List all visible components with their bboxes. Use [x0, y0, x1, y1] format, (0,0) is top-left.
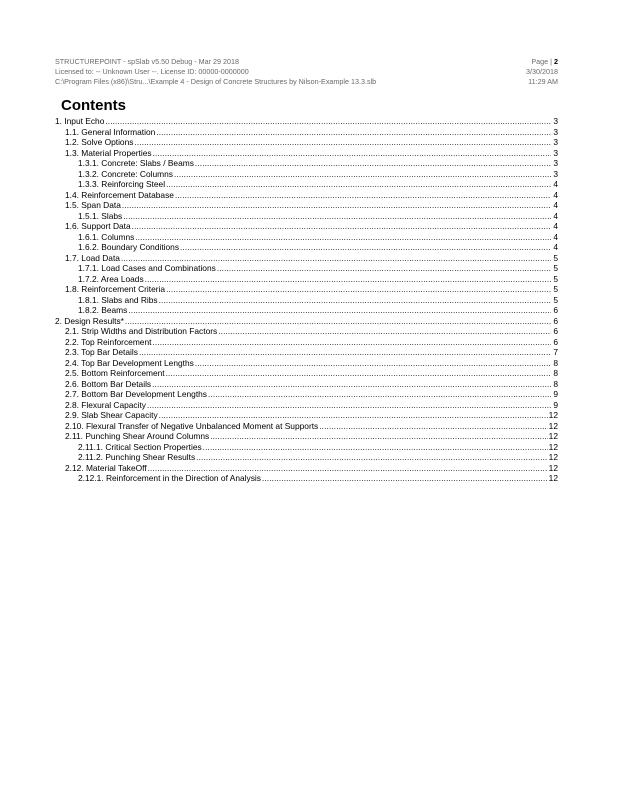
toc-entry-page: 12: [548, 420, 558, 431]
toc-entry-page: 7: [553, 347, 558, 357]
toc-entry-label: 1.4. Reinforcement Database: [65, 189, 174, 200]
toc-entry[interactable]: [55, 463, 558, 474]
toc-entry-page: 5: [553, 252, 558, 263]
toc-entry-page: 6: [553, 305, 558, 315]
toc-entry[interactable]: [55, 148, 558, 159]
toc-entry[interactable]: [55, 379, 558, 390]
header-program-line: STRUCTUREPOINT - spSlab v5.50 Debug - Mar 29 2018: [55, 57, 240, 66]
toc-entry-label: 2.3. Top Bar Details: [65, 347, 138, 357]
toc-entry[interactable]: [55, 347, 558, 358]
toc-entry[interactable]: [55, 127, 558, 138]
toc-entry-page: 5: [553, 284, 558, 294]
toc-entry-label: 1.6.1. Columns: [78, 231, 135, 242]
toc-entry-page: 3: [553, 137, 558, 147]
toc-entry-page: 9: [553, 399, 558, 410]
toc-entry[interactable]: [55, 400, 558, 411]
toc-entry-label: 1.5. Span Data: [65, 200, 121, 210]
toc-entry[interactable]: [55, 326, 558, 337]
toc-entry[interactable]: [55, 263, 558, 274]
toc-entry-page: 3: [553, 168, 558, 179]
toc-entry-label: 2.12. Material TakeOff: [65, 462, 147, 473]
header-page-indicator: [526, 57, 558, 67]
toc-entry-label: 2.6. Bottom Bar Details: [65, 378, 152, 389]
page-label: Page |: [531, 57, 554, 66]
toc-entry[interactable]: [55, 232, 558, 243]
toc-entry-label: 2.12.1. Reinforcement in the Direction of Analysis: [78, 473, 261, 483]
toc-entry-page: 8: [553, 357, 558, 368]
toc-entry-label: 1.6.2. Boundary Conditions: [78, 242, 180, 252]
toc-entry[interactable]: [55, 190, 558, 201]
toc-entry-page: 8: [553, 378, 558, 389]
toc-entry-page: 5: [553, 273, 558, 284]
toc-entry[interactable]: [55, 137, 558, 148]
header-right: [526, 57, 558, 87]
toc-entry-page: 8: [553, 368, 558, 378]
toc-entry-page: 12: [548, 473, 558, 483]
toc-entry-label: 2.11.1. Critical Section Properties: [78, 441, 202, 452]
toc-entry-label: 1.3.3. Reinforcing Steel: [78, 179, 166, 189]
toc-entry[interactable]: [55, 305, 558, 316]
toc-entry[interactable]: [55, 116, 558, 127]
toc-entry-page: 12: [548, 462, 558, 473]
toc-entry-label: 2.9. Slab Shear Capacity: [65, 410, 158, 420]
toc-entry-label: 2.5. Bottom Reinforcement: [65, 368, 165, 378]
toc-entry[interactable]: [55, 169, 558, 180]
toc-entry-page: 4: [553, 242, 558, 252]
toc-entry[interactable]: [55, 431, 558, 442]
toc-entry-label: 1. Input Echo: [55, 116, 105, 126]
toc-entry-page: 4: [553, 231, 558, 242]
toc-entry-label: 1.8.1. Slabs and Ribs: [78, 294, 158, 305]
header-date: 3/30/2018: [526, 67, 558, 76]
toc-entry-label: 2.2. Top Reinforcement: [65, 336, 152, 347]
page-number: 2: [554, 57, 558, 66]
toc-entry-label: 1.7.1. Load Cases and Combinations: [78, 263, 216, 273]
header-file-path: C:\Program Files (x86)\Stru...\Example 4 - Design of Concrete Structures by Nilson-Example 13.3.slb: [55, 77, 377, 86]
toc-entry[interactable]: [55, 158, 558, 169]
page-title: Contents: [61, 97, 126, 114]
toc-entry-page: 5: [553, 294, 558, 305]
toc-entry[interactable]: [55, 389, 558, 400]
toc-entry-label: 2.4. Top Bar Development Lengths: [65, 357, 194, 368]
toc-entry-page: 4: [553, 189, 558, 200]
toc-entry[interactable]: [55, 274, 558, 285]
toc-entry[interactable]: [55, 284, 558, 295]
toc-entry-page: 4: [553, 179, 558, 189]
toc-entry-label: 1.2. Solve Options: [65, 137, 134, 147]
toc-entry[interactable]: [55, 253, 558, 264]
toc-entry-page: 6: [553, 326, 558, 336]
toc-entry-label: 1.8.2. Beams: [78, 305, 128, 315]
toc-entry-label: 1.3.2. Concrete: Columns: [78, 168, 173, 179]
toc-leader-dots: [262, 473, 548, 485]
toc-entry-page: 12: [548, 441, 558, 452]
toc-entry-label: 1.1. General Information: [65, 126, 156, 137]
toc-entry[interactable]: [55, 337, 558, 348]
toc-entry-page: 3: [553, 158, 558, 168]
toc-entry[interactable]: [55, 473, 558, 484]
toc-entry[interactable]: [55, 221, 558, 232]
header-time: 11:29 AM: [528, 77, 558, 86]
toc-entry-page: 4: [553, 200, 558, 210]
toc-entry-label: 2. Design Results*: [55, 315, 124, 326]
toc-entry-label: 1.7.2. Area Loads: [78, 273, 144, 284]
toc-entry-page: 12: [548, 431, 558, 441]
toc-entry[interactable]: [55, 242, 558, 253]
toc-entry-label: 1.5.1. Slabs: [78, 210, 123, 221]
toc-entry-page: 6: [553, 315, 558, 326]
table-of-contents: [55, 116, 558, 484]
toc-entry[interactable]: [55, 442, 558, 453]
toc-entry[interactable]: [55, 211, 558, 222]
toc-entry-label: 1.3. Material Properties: [65, 147, 152, 158]
toc-entry[interactable]: [55, 410, 558, 421]
toc-entry[interactable]: [55, 358, 558, 369]
toc-entry-page: 6: [553, 336, 558, 347]
toc-entry[interactable]: [55, 200, 558, 211]
page-header: [55, 57, 558, 91]
toc-entry-label: 1.6. Support Data: [65, 221, 131, 231]
toc-entry[interactable]: [55, 179, 558, 190]
toc-entry-page: 3: [553, 147, 558, 158]
toc-entry-label: 1.7. Load Data: [65, 252, 120, 263]
toc-entry-page: 5: [553, 263, 558, 273]
toc-entry-label: 2.10. Flexural Transfer of Negative Unbalanced Moment at Supports: [65, 420, 319, 431]
toc-entry[interactable]: [55, 295, 558, 306]
toc-entry-label: 1.3.1. Concrete: Slabs / Beams: [78, 158, 194, 168]
toc-entry-page: 3: [553, 126, 558, 137]
toc-entry[interactable]: [55, 368, 558, 379]
toc-entry-page: 12: [548, 410, 558, 420]
toc-entry[interactable]: [55, 452, 558, 463]
toc-entry-label: 2.11.2. Punching Shear Results: [78, 452, 196, 462]
toc-entry-page: 9: [553, 389, 558, 399]
toc-entry-page: 12: [548, 452, 558, 462]
toc-entry-page: 4: [553, 210, 558, 221]
toc-entry-page: 3: [553, 116, 558, 126]
toc-entry[interactable]: [55, 421, 558, 432]
toc-entry-label: 2.8. Flexural Capacity: [65, 399, 146, 410]
header-left: [55, 57, 376, 87]
toc-entry-label: 2.1. Strip Widths and Distribution Factors: [65, 326, 218, 336]
toc-entry-label: 2.7. Bottom Bar Development Lengths: [65, 389, 207, 399]
toc-entry-label: 1.8. Reinforcement Criteria: [65, 284, 166, 294]
toc-entry-label: 2.11. Punching Shear Around Columns: [65, 431, 210, 441]
header-license-line: Licensed to: -- Unknown User --. License ID: 00000-0000000: [55, 67, 249, 76]
toc-entry[interactable]: [55, 316, 558, 327]
toc-entry-page: 4: [553, 221, 558, 231]
